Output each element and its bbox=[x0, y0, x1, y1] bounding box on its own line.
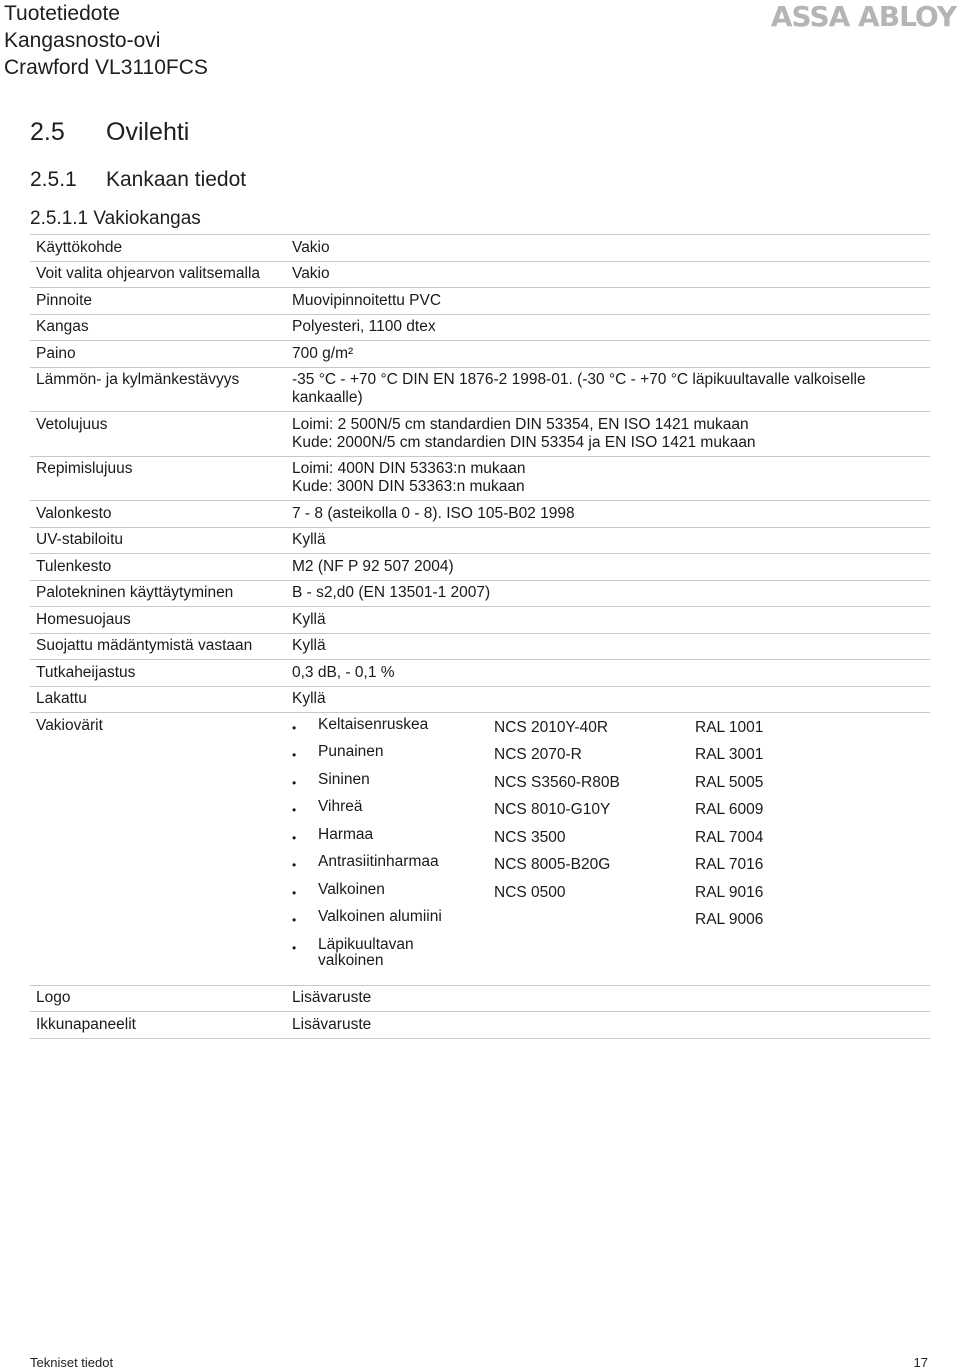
spec-table bbox=[30, 234, 930, 1039]
color-ncs-code bbox=[494, 909, 695, 911]
row-label: Homesuojaus bbox=[36, 610, 131, 628]
section-title: Ovilehti bbox=[106, 118, 190, 146]
table-row bbox=[30, 412, 930, 457]
color-ral-code: RAL 7004 bbox=[695, 828, 764, 846]
bullet-icon: • bbox=[292, 748, 297, 762]
color-list-item bbox=[292, 909, 930, 937]
subsection-heading bbox=[30, 168, 246, 192]
color-name: Harmaa bbox=[318, 825, 374, 843]
row-label: Vakiovärit bbox=[36, 716, 103, 734]
row-label: Tulenkesto bbox=[36, 557, 112, 575]
row-value: Vakio bbox=[292, 265, 330, 282]
color-ncs-code: NCS 8005-B20G bbox=[494, 856, 611, 873]
color-ral-code: RAL 9006 bbox=[695, 911, 764, 928]
color-ncs-code: NCS 3500 bbox=[494, 828, 566, 846]
color-list-item bbox=[292, 827, 930, 855]
color-ral-code: RAL 6009 bbox=[695, 801, 764, 818]
row-value: Lisävaruste bbox=[292, 989, 372, 1006]
color-list-item bbox=[292, 882, 930, 910]
row-label: Palotekninen käyttäytyminen bbox=[36, 584, 234, 601]
subsubsection-heading: 2.5.1.1 Vakiokangas bbox=[30, 208, 201, 229]
table-row bbox=[30, 528, 930, 555]
row-label: Käyttökohde bbox=[36, 238, 123, 256]
table-row bbox=[30, 235, 930, 262]
bullet-icon: • bbox=[292, 913, 297, 927]
table-row bbox=[30, 262, 930, 289]
row-value bbox=[292, 460, 930, 496]
bullet-icon: • bbox=[292, 885, 297, 900]
table-row bbox=[30, 687, 930, 714]
color-ncs-code: NCS S3560-R80B bbox=[494, 773, 620, 791]
row-value: Kyllä bbox=[292, 637, 326, 654]
row-value: 7 - 8 (asteikolla 0 - 8). ISO 105-B02 1998 bbox=[292, 504, 575, 522]
section-number: 2.5 bbox=[30, 118, 65, 146]
table-row bbox=[30, 341, 930, 368]
table-row bbox=[30, 554, 930, 581]
document-header bbox=[4, 0, 208, 81]
table-row bbox=[30, 457, 930, 502]
color-name: Keltaisenruskea bbox=[318, 715, 429, 733]
color-ncs-code: NCS 2010Y-40R bbox=[494, 718, 609, 736]
bullet-icon: • bbox=[292, 830, 297, 845]
row-value: Kyllä bbox=[292, 690, 326, 707]
row-label: Vetolujuus bbox=[36, 415, 108, 433]
table-row bbox=[30, 986, 930, 1013]
row-value-line: -35 °C - +70 °C DIN EN 1876-2 1998-01. (-30 °C - +70 °C läpikuultavalle valkoiselle bbox=[292, 371, 866, 388]
row-value: Vakio bbox=[292, 238, 330, 256]
header-product-model: Crawford VL3110FCS bbox=[4, 56, 208, 79]
color-list-item bbox=[292, 937, 930, 981]
row-label: Suojattu mädäntymistä vastaan bbox=[36, 637, 253, 654]
color-name: Punainen bbox=[318, 743, 384, 760]
color-ncs-code bbox=[494, 937, 695, 939]
color-ral-code: RAL 1001 bbox=[695, 718, 764, 736]
section-heading bbox=[30, 118, 189, 147]
row-value-line: Kude: 300N DIN 53363:n mukaan bbox=[292, 478, 525, 495]
color-list bbox=[292, 717, 930, 981]
color-list-item bbox=[292, 717, 930, 745]
color-name: Sininen bbox=[318, 770, 370, 788]
row-value-line: Loimi: 2 500N/5 cm standardien DIN 53354, EN ISO 1421 mukaan bbox=[292, 415, 749, 433]
color-ral-code: RAL 9016 bbox=[695, 883, 764, 901]
color-list-item bbox=[292, 854, 930, 882]
row-label: Repimislujuus bbox=[36, 460, 133, 477]
color-name: Läpikuultavan valkoinen bbox=[318, 935, 414, 969]
color-ncs-code: NCS 0500 bbox=[494, 883, 566, 901]
row-value: M2 (NF P 92 507 2004) bbox=[292, 557, 454, 575]
row-label: Lämmön- ja kylmänkestävyys bbox=[36, 371, 240, 388]
row-value: Lisävaruste bbox=[292, 1015, 372, 1033]
row-label: Kangas bbox=[36, 318, 89, 335]
row-value bbox=[292, 371, 930, 407]
subsection-title: Kankaan tiedot bbox=[106, 168, 247, 191]
row-label: UV-stabiloitu bbox=[36, 531, 124, 548]
color-ncs-code: NCS 2070-R bbox=[494, 746, 582, 763]
row-value: 0,3 dB, - 0,1 % bbox=[292, 663, 395, 681]
standard-colors-row bbox=[30, 713, 930, 986]
header-doc-type: Tuotetiedote bbox=[4, 2, 120, 25]
row-label: Lakattu bbox=[36, 690, 87, 707]
row-value bbox=[292, 416, 930, 452]
bullet-icon: • bbox=[292, 720, 297, 735]
subsection-number: 2.5.1 bbox=[30, 168, 77, 191]
color-ral-code: RAL 7016 bbox=[695, 856, 764, 873]
color-list-item bbox=[292, 744, 930, 772]
table-row bbox=[30, 634, 930, 661]
table-row bbox=[30, 660, 930, 687]
table-row bbox=[30, 368, 930, 413]
color-name: Valkoinen alumiini bbox=[318, 908, 442, 925]
row-label: Valonkesto bbox=[36, 504, 112, 522]
color-name: Antrasiitinharmaa bbox=[318, 853, 439, 870]
table-row bbox=[30, 501, 930, 528]
page-number: 17 bbox=[913, 1355, 928, 1370]
row-label: Paino bbox=[36, 344, 76, 362]
table-row bbox=[30, 607, 930, 634]
row-value-line: kankaalle) bbox=[292, 389, 363, 406]
color-name: Vihreä bbox=[318, 798, 363, 815]
header-product-type: Kangasnosto-ovi bbox=[4, 29, 161, 52]
bullet-icon: • bbox=[292, 775, 297, 790]
row-value: Polyesteri, 1100 dtex bbox=[292, 318, 436, 335]
row-label: Ikkunapaneelit bbox=[36, 1015, 136, 1033]
bullet-icon: • bbox=[292, 858, 297, 872]
row-label: Voit valita ohjearvon valitsemalla bbox=[36, 265, 261, 282]
row-value-line: Kude: 2000N/5 cm standardien DIN 53354 ja EN ISO 1421 mukaan bbox=[292, 433, 756, 451]
row-value: Muovipinnoitettu PVC bbox=[292, 291, 442, 309]
color-list-item bbox=[292, 772, 930, 800]
row-value: 700 g/m² bbox=[292, 344, 354, 362]
row-label: Pinnoite bbox=[36, 291, 93, 309]
footer-section-name: Tekniset tiedot bbox=[30, 1355, 114, 1370]
table-row bbox=[30, 1012, 930, 1039]
table-row bbox=[30, 581, 930, 608]
row-value-line: Loimi: 400N DIN 53363:n mukaan bbox=[292, 460, 526, 477]
color-ral-code: RAL 3001 bbox=[695, 746, 764, 763]
color-name: Valkoinen bbox=[318, 880, 385, 898]
row-value: Kyllä bbox=[292, 610, 326, 628]
row-label: Logo bbox=[36, 989, 71, 1006]
color-ncs-code: NCS 8010-G10Y bbox=[494, 801, 611, 818]
color-ral-code: RAL 5005 bbox=[695, 773, 764, 791]
row-value: Kyllä bbox=[292, 531, 326, 548]
bullet-icon: • bbox=[292, 940, 297, 955]
table-row bbox=[30, 288, 930, 315]
brand-logo: ASSA ABLOY bbox=[770, 0, 956, 33]
bullet-icon: • bbox=[292, 803, 297, 817]
row-value: B - s2,d0 (EN 13501-1 2007) bbox=[292, 584, 491, 601]
color-list-item bbox=[292, 799, 930, 827]
table-row bbox=[30, 315, 930, 342]
row-label: Tutkaheijastus bbox=[36, 663, 136, 681]
